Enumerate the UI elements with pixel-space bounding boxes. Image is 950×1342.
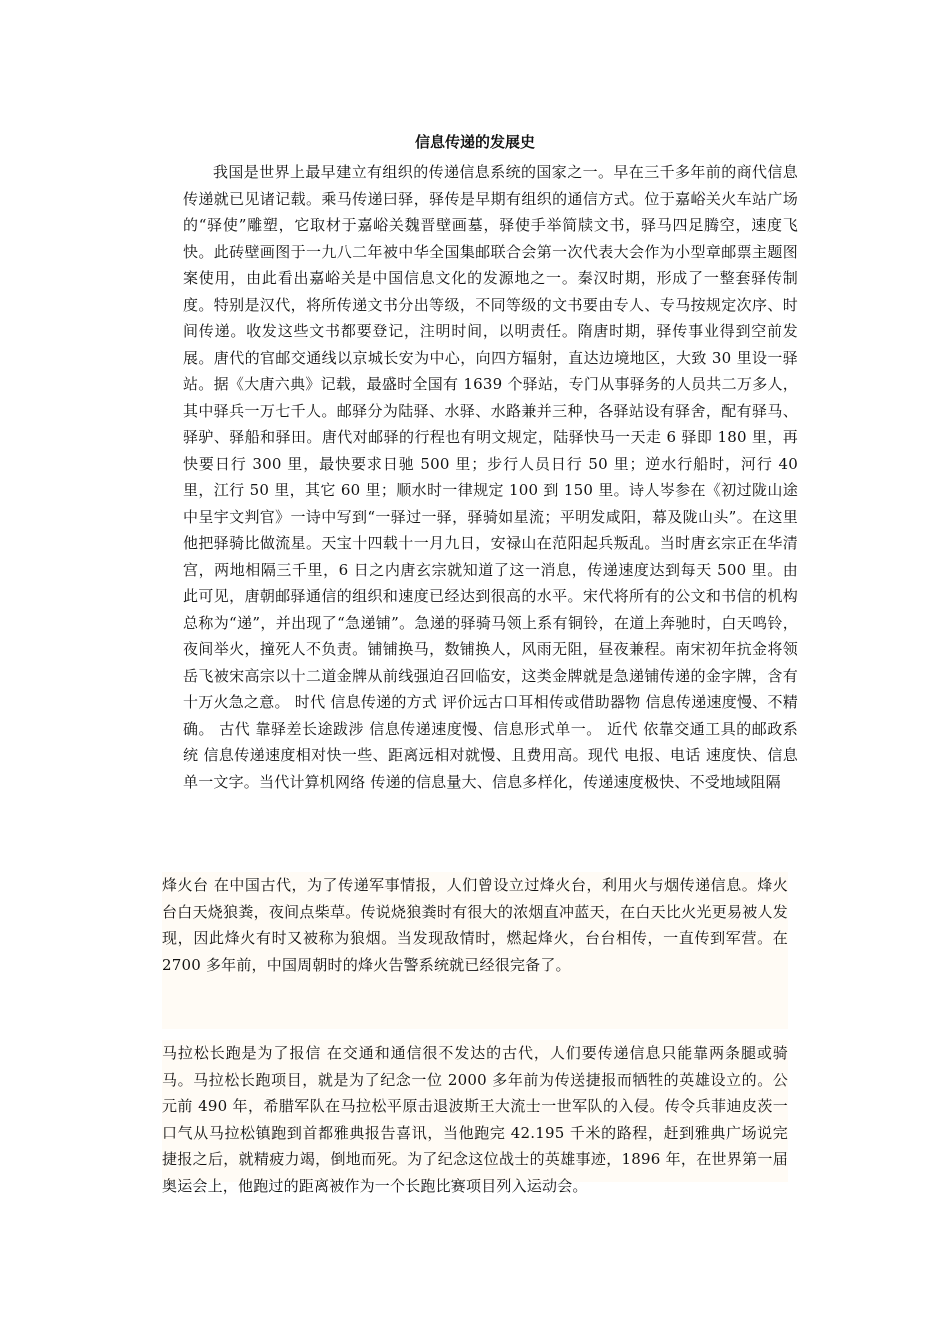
page-title: 信息传递的发展史 xyxy=(414,133,535,151)
marathon-paragraph: 马拉松长跑是为了报信 在交通和通信很不发达的古代，人们要传递信息只能靠两条腿或骑马。马拉松长跑项目，就是为了纪念一位 2000 多年前为传送捷报而牺牲的英雄设立的。公元前 490 年，希腊军队在马拉松平原击退波斯王大流士一世军队的入侵。传令兵菲迪皮茨一口气从马拉松镇跑到首都雅典报告喜讯，当他跑完 42.195 千米的路程，赶到雅典广场说完捷报之后，就精疲力竭，倒地而死。为了纪念这位战士的英雄事迹，1896 年，在世界第一届奥运会上，他跑过的距离被作为一个长跑比赛项目列入运动会。 xyxy=(162,1044,788,1195)
history-paragraph: 我国是世界上最早建立有组织的传递信息系统的国家之一。早在三千多年前的商代信息传递就已见诸记载。乘马传递曰驿，驿传是早期有组织的通信方式。位于嘉峪关火车站广场的“驿使”雕塑，它取材于嘉峪关魏晋壁画墓，驿使手举简牍文书，驿马四足腾空，速度飞快。此砖壁画图于一九八二年被中华全国集邮联合会第一次代表大会作为小型章邮票主题图案使用，由此看出嘉峪关是中国信息文化的发源地之一。秦汉时期，形成了一整套驿传制度。特别是汉代，将所传递文书分出等级，不同等级的文书要由专人、专马按规定次序、时间传递。收发这些文书都要登记，注明时间，以明责任。隋唐时期，驿传事业得到空前发展。唐代的官邮交通线以京城长安为中心，向四方辐射，直达边境地区，大致 30 里设一驿站。据《大唐六典》记载，最盛时全国有 1639 个驿站，专门从事驿务的人员共二万多人，其中驿兵一万七千人。邮驿分为陆驿、水驿、水路兼并三种，各驿站设有驿舍，配有驿马、驿驴、驿船和驿田。唐代对邮驿的行程也有明文规定，陆驿快马一天走 6 驿即 180 里，再快要日行 300 里，最快要求日驰 500 里；步行人员日行 50 里；逆水行船时，河行 40 里，江行 50 里，其它 60 里；顺水时一律规定 100 到 150 里。诗人岑参在《初过陇山途中呈宇文判官》一诗中写到“一驿过一驿，驿骑如星流；平明发咸阳，幕及陇山头”。在这里他把驿骑比做流星。天宝十四载十一月九日，安禄山在范阳起兵叛乱。当时唐玄宗正在华清宫，两地相隔三千里，6 日之内唐玄宗就知道了这一消息，传递速度达到每天 500 里。由此可见，唐朝邮驿通信的组织和速度已经达到很高的水平。宋代将所有的公文和书信的机构总称为“递”，并出现了“急递铺”。急递的驿骑马领上系有铜铃，在道上奔驰时，白天鸣铃，夜间举火，撞死人不负责。铺铺换马，数铺换人，风雨无阻，昼夜兼程。南宋初年抗金将领岳飞被宋高宗以十二道金牌从前线强迫召回临安，这类金牌就是急递铺传递的金字牌，含有十万火急之意。 时代 信息传递的方式 评价远古口耳相传或借助器物 信息传递速度慢、不精确。 古代 靠驿差长途跋涉 信息传递速度慢、信息形式单一。 近代 依靠交通工具的邮政系统 信息传递速度相对快一些、距离远相对就慢、且费用高。现代 电报、电话 速度快、信息单一文字。当代计算机网络 传递的信息量大、信息多样化，传递速度极快、不受地域阻隔 xyxy=(183,163,798,791)
beacon-paragraph: 烽火台 在中国古代，为了传递军事情报，人们曾设立过烽火台，利用火与烟传递信息。烽火台白天烧狼粪，夜间点柴草。传说烧狼粪时有很大的浓烟直冲蓝天，在白天比火光更易被人发现，因此烽火有时又被称为狼烟。当发现敌情时，燃起烽火，台台相传，一直传到军营。在 2700 多年前，中国周朝时的烽火告警系统就已经很完备了。 xyxy=(162,876,788,974)
